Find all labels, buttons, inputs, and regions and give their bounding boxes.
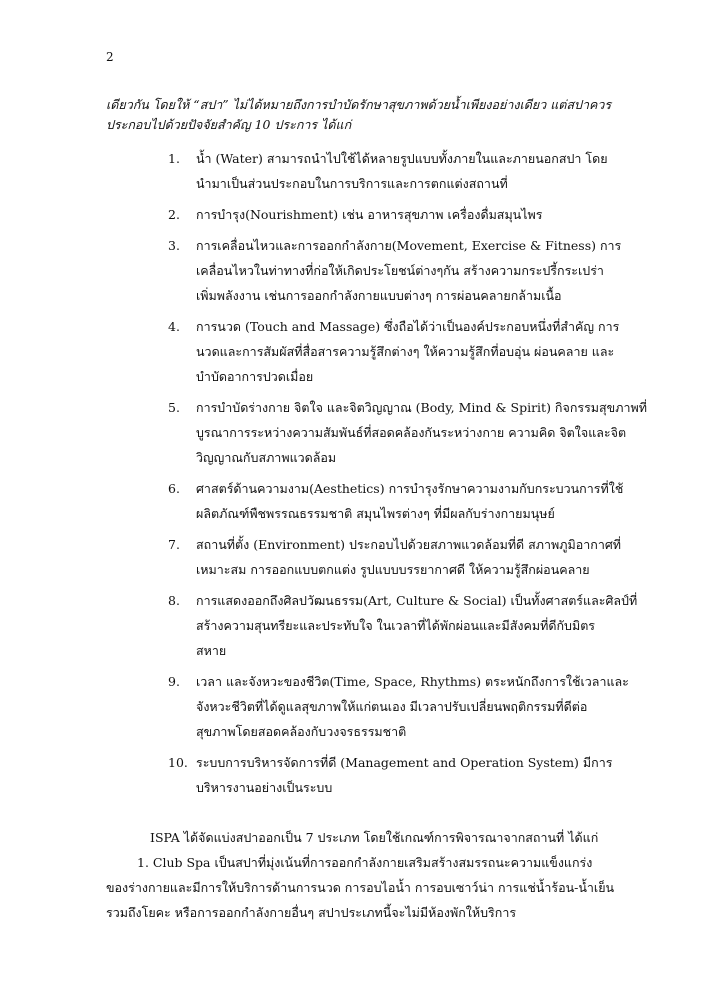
- list-item-text: เพิ่มพลังงาน เช่นการออกกำลังกายแบบต่างๆ การผ่อนคลายกล้ามเนื้อ: [196, 288, 562, 303]
- spa-factor-item: [168, 669, 629, 744]
- list-item-text: วิญญาณกับสภาพแวดล้อม: [196, 450, 337, 465]
- list-item-text: สหาย: [196, 643, 227, 658]
- list-item-text: บูรณาการระหว่างความสัมพันธ์ที่สอดคล้องกันระหว่างกาย ความคิด จิตใจและจิต: [196, 425, 627, 440]
- club-spa-line: 1. Club Spa เป็นสปาที่มุ่งเน้นที่การออกกำลังกายเสริมสร้างสมรรถนะความแข็งแกร่ง: [137, 855, 593, 870]
- list-item-text: สถานที่ตั้ง (Environment) ประกอบไปด้วยสภาพแวดล้อมที่ดี สภาพภูมิอากาศที่: [196, 537, 622, 552]
- spa-factor-item: [168, 202, 618, 227]
- spa-factor-item: [168, 314, 618, 389]
- spa-factor-item: [168, 146, 618, 196]
- spa-classification-paragraph: [106, 825, 616, 925]
- list-number: 4.: [168, 319, 180, 334]
- list-item-text: บริหารงานอย่างเป็นระบบ: [196, 780, 333, 795]
- list-number: 3.: [168, 238, 180, 253]
- list-number: 1.: [168, 151, 180, 166]
- list-item-text: การบำบัดร่างกาย จิตใจ และจิตวิญญาณ (Body, Mind & Spirit) กิจกรรมสุขภาพที่: [196, 400, 647, 415]
- intro-line: ประกอบไปด้วยปัจจัยสำคัญ 10 ประการ ได้แก่: [106, 117, 352, 132]
- club-spa-line: ของร่างกายและมีการให้บริการด้านการนวด การอบไอน้ำ การอบเซาว์น่า การแช่น้ำร้อน-น้ำเย็น: [106, 880, 615, 895]
- list-item-text: น้ำ (Water) สามารถนำไปใช้ได้หลายรูปแบบทั้งภายในและภายนอกสปา โดย: [196, 151, 608, 166]
- spa-factor-item: [168, 395, 647, 470]
- intro-line: เดียวกัน โดยให้ “สปา” ไม่ได้หมายถึงการบำบัดรักษาสุขภาพด้วยน้ำเพียงอย่างเดียว แต่สปาควร: [106, 97, 612, 112]
- spa-factor-item: [168, 476, 624, 526]
- list-item-text: นวดและการสัมผัสที่สื่อสารความรู้สึกต่างๆ ให้ความรู้สึกที่อบอุ่น ผ่อนคลาย และ: [196, 344, 615, 359]
- list-item-text: นำมาเป็นส่วนประกอบในการบริการและการตกแต่งสถานที่: [196, 176, 508, 191]
- classification-heading-line: ISPA ได้จัดแบ่งสปาออกเป็น 7 ประเภท โดยใช้เกณฑ์การพิจารณาจากสถานที่ ได้แก่: [150, 830, 599, 845]
- list-item-text: เคลื่อนไหวในท่าทางที่ก่อให้เกิดประโยชน์ต่างๆกัน สร้างความกระปรี้กระเปร่า: [196, 263, 604, 278]
- spa-factors-list: [168, 146, 647, 806]
- list-item-text: เวลา และจังหวะของชีวิต(Time, Space, Rhythms) ตระหนักถึงการใช้เวลาและ: [196, 674, 629, 689]
- list-number: 9.: [168, 674, 180, 689]
- spa-factor-item: [168, 750, 618, 800]
- list-number: 5.: [168, 400, 180, 415]
- page-number: 2: [106, 50, 114, 64]
- spa-factor-item: [168, 532, 622, 582]
- list-item-text: ผลิตภัณฑ์พืชพรรณธรรมชาติ สมุนไพรต่างๆ ที่มีผลกับร่างกายมนุษย์: [196, 506, 555, 521]
- list-number: 7.: [168, 537, 180, 552]
- list-item-text: ศาสตร์ด้านความงาม(Aesthetics) การบำรุงรักษาความงามกับกระบวนการที่ใช้: [196, 481, 624, 496]
- list-item-text: การนวด (Touch and Massage) ซึ่งถือได้ว่าเป็นองค์ประกอบหนึ่งที่สำคัญ การ: [196, 319, 620, 334]
- list-number: 2.: [168, 207, 180, 222]
- list-item-text: จังหวะชีวิตที่ได้ดูแลสุขภาพให้แก่ตนเอง มีเวลาปรับเปลี่ยนพฤติกรรมที่ดีต่อ: [196, 699, 588, 714]
- intro-paragraph: [106, 95, 614, 135]
- list-item-text: การแสดงออกถึงศิลปวัฒนธรรม(Art, Culture & Social) เป็นทั้งศาสตร์และศิลป์ที่: [196, 593, 638, 608]
- list-item-text: การบำรุง(Nourishment) เช่น อาหารสุขภาพ เครื่องดื่มสมุนไพร: [196, 207, 543, 222]
- spa-factor-item: [168, 233, 622, 308]
- list-number: 6.: [168, 481, 180, 496]
- list-item-text: สร้างความสุนทรียะและประทับใจ ในเวลาที่ได้พักผ่อนและมีสังคมที่ดีกับมิตร: [196, 618, 596, 633]
- list-number: 10.: [168, 755, 188, 770]
- spa-factor-item: [168, 588, 638, 663]
- list-item-text: สุขภาพโดยสอดคล้องกับวงจรธรรมชาติ: [196, 724, 407, 739]
- list-item-text: เหมาะสม การออกแบบตกแต่ง รูปแบบบรรยากาศดี ให้ความรู้สึกผ่อนคลาย: [196, 562, 590, 577]
- club-spa-line: รวมถึงโยคะ หรือการออกกำลังกายอื่นๆ สปาประเภทนี้จะไม่มีห้องพักให้บริการ: [106, 905, 517, 920]
- list-number: 8.: [168, 593, 180, 608]
- list-item-text: การเคลื่อนไหวและการออกกำลังกาย(Movement, Exercise & Fitness) การ: [196, 238, 622, 253]
- list-item-text: บำบัดอาการปวดเมื่อย: [196, 369, 314, 384]
- list-item-text: ระบบการบริหารจัดการที่ดี (Management and Operation System) มีการ: [196, 755, 613, 770]
